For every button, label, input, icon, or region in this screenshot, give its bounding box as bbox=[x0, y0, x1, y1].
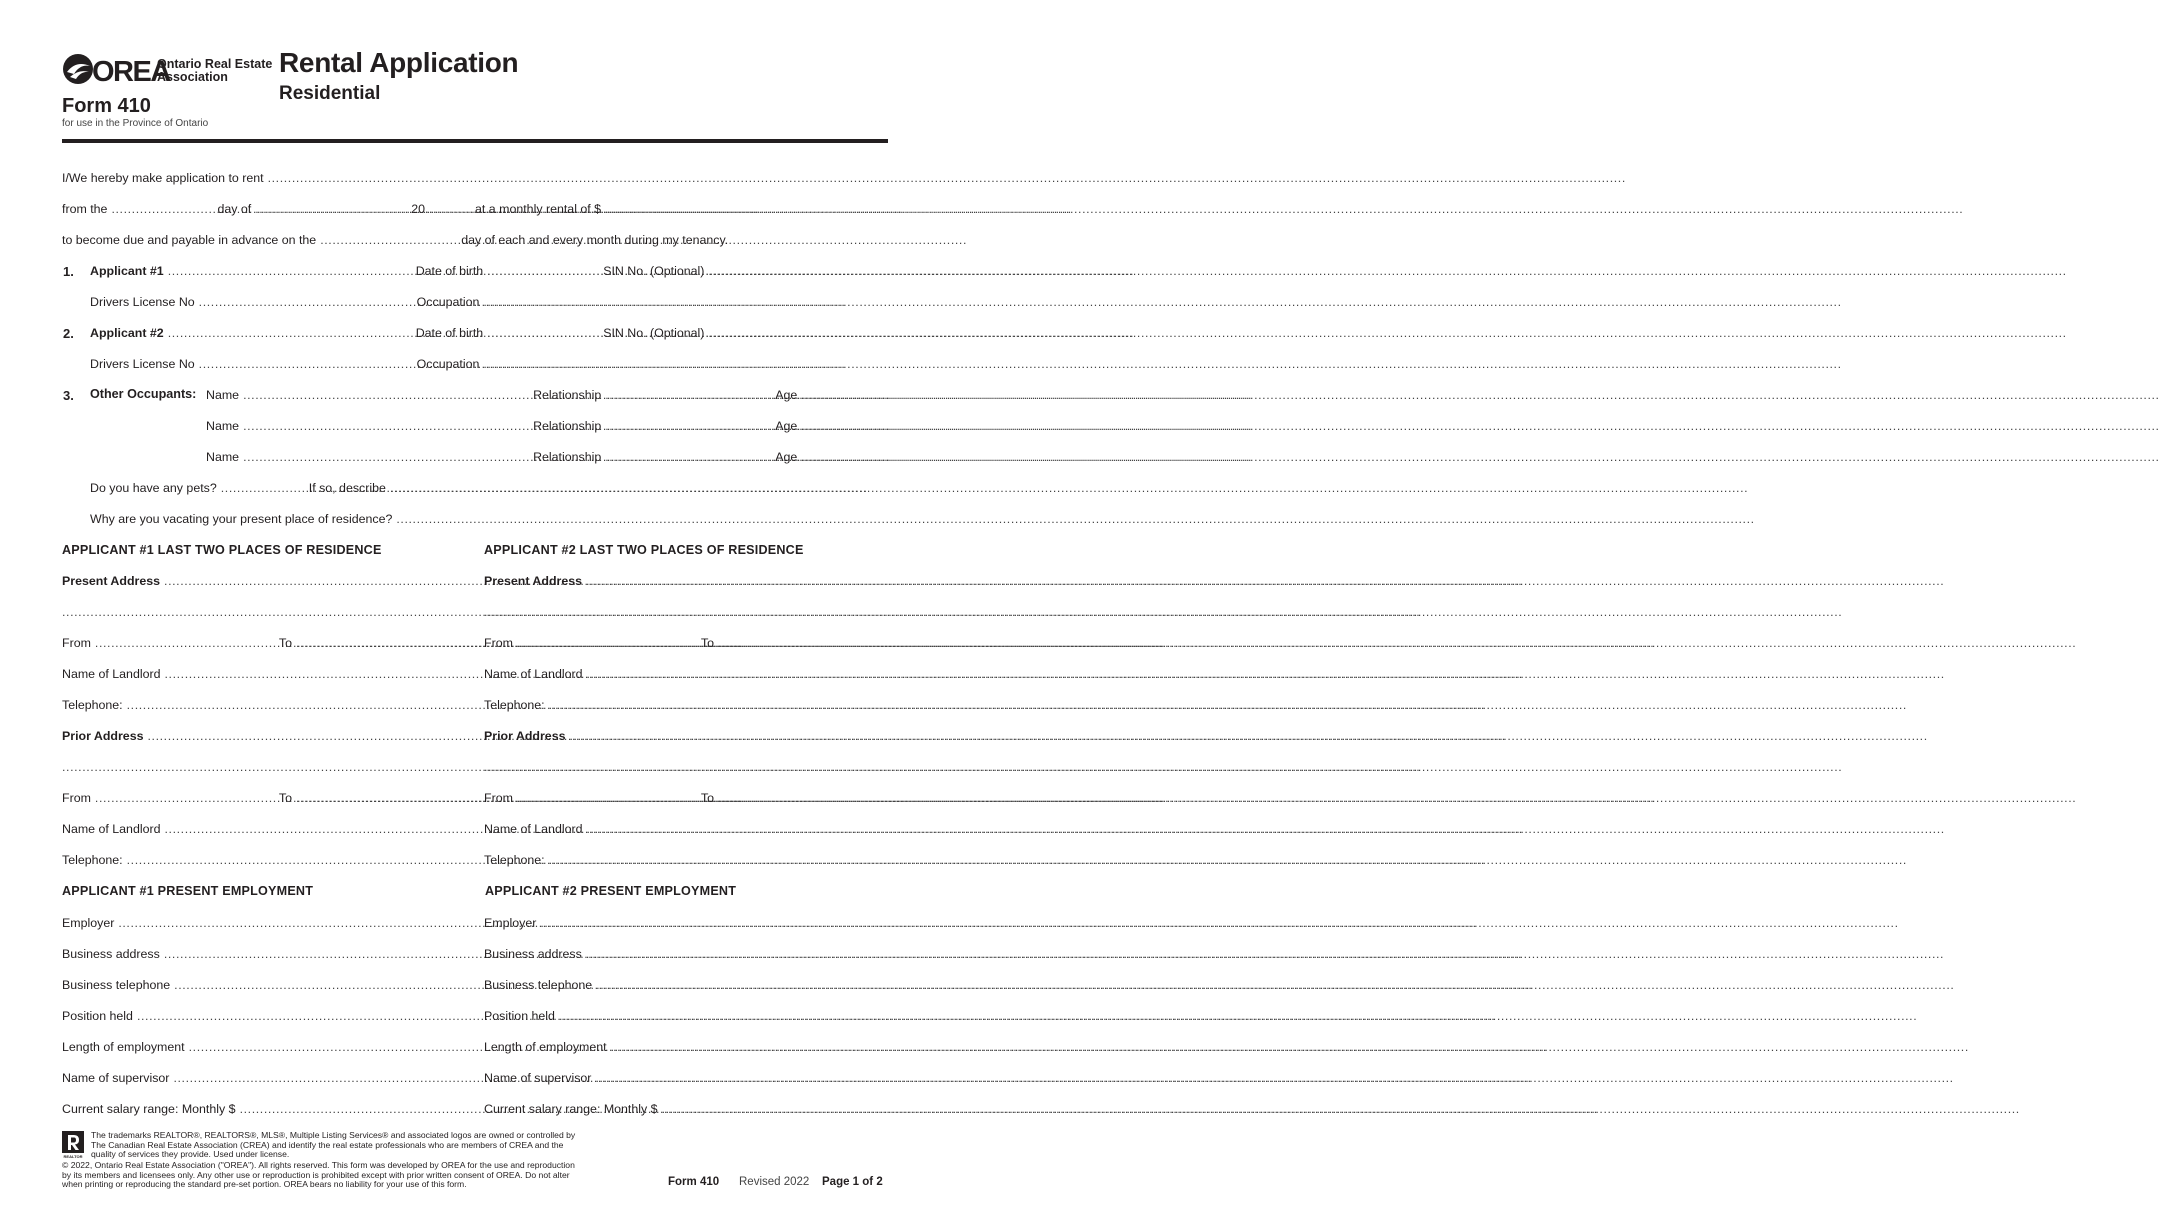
copyright-notice bbox=[62, 1161, 575, 1190]
salary-label: Current salary range: Monthly $ bbox=[62, 1102, 236, 1116]
occupant-age-label: Age bbox=[775, 388, 798, 402]
app1-present-from-field[interactable] bbox=[95, 636, 275, 650]
applicant1-sin-label: SIN No. (Optional) bbox=[603, 264, 705, 278]
section-number-1: 1. bbox=[63, 264, 74, 279]
footer-form-number: Form 410 bbox=[668, 1176, 720, 1188]
app1-present-address-row2 bbox=[62, 605, 462, 619]
position-held-label: Position held bbox=[484, 1009, 555, 1023]
applicant1-occupation-field[interactable] bbox=[483, 295, 1841, 309]
org-name-line1: Ontario Real Estate bbox=[157, 57, 273, 71]
app2-present-address-field2[interactable] bbox=[484, 605, 1842, 619]
applicant1-dob-field[interactable] bbox=[487, 264, 599, 278]
app2-present-landlord-row bbox=[484, 667, 886, 681]
pets-row bbox=[90, 481, 888, 495]
other-occupants-label: Other Occupants: bbox=[90, 387, 197, 401]
app2-business-address-field[interactable] bbox=[586, 947, 1944, 961]
app1-present-from-to-row bbox=[62, 636, 462, 650]
app1-prior-from-field[interactable] bbox=[95, 791, 275, 805]
supervisor-label: Name of supervisor bbox=[62, 1071, 170, 1085]
applicant1-dob-label: Date of birth bbox=[415, 264, 484, 278]
start-day-field[interactable] bbox=[111, 202, 213, 216]
app2-prior-telephone-row bbox=[484, 853, 888, 867]
salary-label: Current salary range: Monthly $ bbox=[484, 1102, 658, 1116]
app2-present-from-field[interactable] bbox=[517, 636, 697, 650]
to-label: To bbox=[700, 636, 715, 650]
telephone-label: Telephone: bbox=[484, 698, 545, 712]
occupant-relationship-label: Relationship bbox=[533, 450, 602, 464]
app2-present-telephone-field[interactable] bbox=[549, 698, 1907, 712]
vacating-reason-field[interactable] bbox=[396, 512, 1754, 526]
telephone-label: Telephone: bbox=[62, 853, 123, 867]
app2-salary-field[interactable] bbox=[662, 1102, 2020, 1116]
monthly-rental-field[interactable] bbox=[605, 202, 1963, 216]
occupant-name-field[interactable] bbox=[243, 388, 529, 402]
applicant2-sin-field[interactable] bbox=[708, 326, 2066, 340]
app2-length-field[interactable] bbox=[611, 1040, 1969, 1054]
rent-address-label: I/We hereby make application to rent bbox=[62, 171, 264, 185]
realtor-logo bbox=[62, 1131, 84, 1159]
app2-prior-landlord-field[interactable] bbox=[587, 822, 1945, 836]
app2-present-address-row bbox=[484, 574, 888, 588]
length-label: Length of employment bbox=[484, 1040, 607, 1054]
realtor-logo-icon bbox=[62, 1131, 84, 1159]
start-month-field[interactable] bbox=[255, 202, 411, 216]
occupant-name-label: Name bbox=[206, 388, 240, 402]
page-title: Rental Application bbox=[279, 47, 519, 78]
day-of-label: day of bbox=[217, 202, 252, 216]
to-label: To bbox=[278, 791, 293, 805]
app2-prior-to-field[interactable] bbox=[718, 791, 2076, 805]
app2-prior-address-row2 bbox=[484, 760, 888, 774]
applicant2-label: Applicant #2 bbox=[90, 326, 164, 340]
occupant-relationship-label: Relationship bbox=[533, 388, 602, 402]
app2-employer-field[interactable] bbox=[540, 916, 1898, 930]
to-label: To bbox=[278, 636, 293, 650]
applicant1-name-field[interactable] bbox=[168, 264, 412, 278]
occupant-row bbox=[206, 388, 888, 402]
employment-heading-applicant2: APPLICANT #2 PRESENT EMPLOYMENT bbox=[485, 884, 737, 898]
present-address-label: Present Address bbox=[484, 574, 583, 588]
applicant1-license-row bbox=[90, 295, 888, 309]
landlord-label: Name of Landlord bbox=[62, 667, 161, 681]
business-address-label: Business address bbox=[484, 947, 582, 961]
orea-logo-text: OREA bbox=[92, 56, 170, 88]
pets-describe-field[interactable] bbox=[390, 481, 1748, 495]
page-number: Page 1 of 2 bbox=[822, 1176, 883, 1188]
applicant2-license-row bbox=[90, 357, 888, 371]
monthly-rental-label: at a monthly rental of $ bbox=[475, 202, 602, 216]
employer-label: Employer bbox=[484, 916, 537, 930]
app2-position-field[interactable] bbox=[559, 1009, 1917, 1023]
rent-address-row bbox=[62, 171, 888, 185]
applicant2-license-label: Drivers License No bbox=[90, 357, 195, 371]
app1-supervisor-row bbox=[62, 1071, 462, 1085]
app2-present-landlord-field[interactable] bbox=[587, 667, 1945, 681]
applicant1-license-field[interactable] bbox=[199, 295, 413, 309]
prior-address-label: Prior Address bbox=[62, 729, 144, 743]
app2-present-address-field[interactable] bbox=[586, 574, 1944, 588]
applicant1-license-label: Drivers License No bbox=[90, 295, 195, 309]
applicant1-occupation-label: Occupation bbox=[416, 295, 480, 309]
app1-prior-address-row bbox=[62, 729, 462, 743]
app1-present-landlord-row bbox=[62, 667, 462, 681]
vacating-row bbox=[90, 512, 888, 526]
occupant-name-label: Name bbox=[206, 419, 240, 433]
business-address-label: Business address bbox=[62, 947, 160, 961]
from-label: From bbox=[62, 791, 91, 805]
employer-label: Employer bbox=[62, 916, 115, 930]
from-label: From bbox=[62, 636, 91, 650]
app2-supervisor-field[interactable] bbox=[595, 1071, 1953, 1085]
org-name bbox=[157, 58, 272, 84]
app2-present-from-to-row bbox=[484, 636, 888, 650]
occupant-relationship-label: Relationship bbox=[533, 419, 602, 433]
app2-business-address-row bbox=[484, 947, 886, 961]
org-name-line2: Association bbox=[157, 70, 228, 84]
length-label: Length of employment bbox=[62, 1040, 185, 1054]
applicant2-dob-field[interactable] bbox=[487, 326, 599, 340]
payment-day-field[interactable] bbox=[320, 233, 457, 247]
landlord-label: Name of Landlord bbox=[62, 822, 161, 836]
trademark-line: The Canadian Real Estate Association (CREA) and identify the real estate professionals who are members of CREA and the bbox=[91, 1139, 564, 1150]
page-subtitle: Residential bbox=[279, 83, 381, 104]
payment-day-row bbox=[62, 233, 888, 247]
telephone-label: Telephone: bbox=[62, 698, 123, 712]
telephone-label: Telephone: bbox=[484, 853, 545, 867]
copyright-line: by its members and licensees only. Any other use or reproduction is prohibited except with prior written consent of OREA. Do not alter bbox=[62, 1169, 570, 1180]
payment-day-suffix: day of each and every month during my tenancy. bbox=[461, 233, 729, 247]
app1-present-address-row bbox=[62, 574, 462, 588]
applicant2-dob-label: Date of birth bbox=[415, 326, 484, 340]
prior-address-label: Prior Address bbox=[484, 729, 566, 743]
trademark-line: quality of services they provide. Used under license. bbox=[91, 1149, 290, 1160]
applicant2-occupation-label: Occupation bbox=[416, 357, 480, 371]
vacating-question: Why are you vacating your present place of residence? bbox=[90, 512, 393, 526]
footer-revised: Revised 2022 bbox=[739, 1176, 810, 1188]
app2-business-telephone-row bbox=[484, 978, 888, 992]
rental-term-row bbox=[62, 202, 888, 216]
app2-salary-row bbox=[484, 1102, 888, 1116]
applicant1-row bbox=[90, 264, 888, 278]
copyright-line: when printing or reproducing the standard pre-set portion. OREA bears no liability for your use of this form. bbox=[62, 1179, 467, 1190]
app2-business-telephone-field[interactable] bbox=[596, 978, 1954, 992]
occupant-name-label: Name bbox=[206, 450, 240, 464]
app2-present-address-row2 bbox=[484, 605, 888, 619]
applicant2-license-field[interactable] bbox=[199, 357, 413, 371]
app2-prior-telephone-field[interactable] bbox=[549, 853, 1907, 867]
app2-employer-row bbox=[484, 916, 888, 930]
occupant-age-label: Age bbox=[775, 450, 798, 464]
business-telephone-label: Business telephone bbox=[484, 978, 593, 992]
orea-logo-icon bbox=[62, 52, 170, 88]
form-scope: for use in the Province of Ontario bbox=[62, 118, 209, 129]
app2-prior-address-field[interactable] bbox=[569, 729, 1927, 743]
occupant-age-field[interactable] bbox=[801, 419, 2159, 433]
app1-present-telephone-row bbox=[62, 698, 462, 712]
app1-employer-row bbox=[62, 916, 462, 930]
occupant-age-label: Age bbox=[775, 419, 798, 433]
employment-heading-applicant1: APPLICANT #1 PRESENT EMPLOYMENT bbox=[62, 884, 314, 898]
occupant-age-field[interactable] bbox=[801, 388, 2159, 402]
occupant-relationship-field[interactable] bbox=[605, 419, 771, 433]
realtor-badge-text: REALTOR bbox=[63, 1154, 83, 1159]
business-telephone-label: Business telephone bbox=[62, 978, 171, 992]
occupant-row bbox=[206, 419, 888, 433]
app2-position-row bbox=[484, 1009, 888, 1023]
supervisor-label: Name of supervisor bbox=[484, 1071, 592, 1085]
header-divider bbox=[62, 139, 888, 143]
to-label: To bbox=[700, 791, 715, 805]
app1-position-row bbox=[62, 1009, 460, 1023]
applicant1-sin-field[interactable] bbox=[708, 264, 2066, 278]
occupant-age-field[interactable] bbox=[801, 450, 2159, 464]
trademark-notice bbox=[91, 1131, 575, 1160]
app2-present-telephone-row bbox=[484, 698, 888, 712]
app2-supervisor-row bbox=[484, 1071, 888, 1085]
pets-describe-label: If so, describe bbox=[308, 481, 386, 495]
app1-salary-row bbox=[62, 1102, 460, 1116]
position-held-label: Position held bbox=[62, 1009, 133, 1023]
trademark-line: The trademarks REALTOR®, REALTORS®, MLS®, Multiple Listing Services® and associated logos are owned or controlled by bbox=[91, 1130, 576, 1140]
pets-question: Do you have any pets? bbox=[90, 481, 217, 495]
app2-prior-address-row bbox=[484, 729, 888, 743]
applicant2-occupation-field[interactable] bbox=[483, 357, 1841, 371]
app2-present-to-field[interactable] bbox=[718, 636, 2076, 650]
payment-day-label: to become due and payable in advance on the bbox=[62, 233, 317, 247]
from-label: From bbox=[484, 791, 513, 805]
section-number-3: 3. bbox=[63, 388, 74, 403]
landlord-label: Name of Landlord bbox=[484, 667, 583, 681]
orea-logo bbox=[62, 52, 170, 88]
present-address-label: Present Address bbox=[62, 574, 161, 588]
landlord-label: Name of Landlord bbox=[484, 822, 583, 836]
app2-prior-address-field2[interactable] bbox=[484, 760, 1842, 774]
app2-prior-from-field[interactable] bbox=[517, 791, 697, 805]
from-the-label: from the bbox=[62, 202, 108, 216]
applicant2-sin-label: SIN No. (Optional) bbox=[603, 326, 705, 340]
from-label: From bbox=[484, 636, 513, 650]
form-number: Form 410 bbox=[62, 95, 151, 117]
occupant-name-field[interactable] bbox=[243, 419, 529, 433]
occupant-relationship-field[interactable] bbox=[605, 388, 771, 402]
app1-prior-landlord-row bbox=[62, 822, 462, 836]
app2-prior-from-to-row bbox=[484, 791, 888, 805]
year-field[interactable] bbox=[425, 202, 471, 216]
residence-heading-applicant1: APPLICANT #1 LAST TWO PLACES OF RESIDENCE bbox=[62, 543, 382, 557]
occupant-name-field[interactable] bbox=[243, 450, 529, 464]
app1-business-address-row bbox=[62, 947, 462, 961]
occupant-row bbox=[206, 450, 888, 464]
app1-length-row bbox=[62, 1040, 460, 1054]
section-number-2: 2. bbox=[63, 326, 74, 341]
copyright-line: © 2022, Ontario Real Estate Association ("OREA"). All rights reserved. This form was developed by OREA for the use and reproduction bbox=[62, 1160, 575, 1170]
occupant-relationship-field[interactable] bbox=[605, 450, 771, 464]
rent-address-field[interactable] bbox=[268, 171, 1626, 185]
app1-prior-telephone-row bbox=[62, 853, 462, 867]
app2-length-row bbox=[484, 1040, 888, 1054]
applicant2-row bbox=[90, 326, 888, 340]
year-label: 20 bbox=[411, 202, 426, 216]
pets-answer-field[interactable] bbox=[221, 481, 305, 495]
app2-prior-landlord-row bbox=[484, 822, 886, 836]
app1-business-telephone-row bbox=[62, 978, 460, 992]
applicant1-label: Applicant #1 bbox=[90, 264, 164, 278]
residence-heading-applicant2: APPLICANT #2 LAST TWO PLACES OF RESIDENCE bbox=[484, 543, 804, 557]
app1-prior-from-to-row bbox=[62, 791, 462, 805]
app1-prior-address-row2 bbox=[62, 760, 458, 774]
applicant2-name-field[interactable] bbox=[168, 326, 412, 340]
